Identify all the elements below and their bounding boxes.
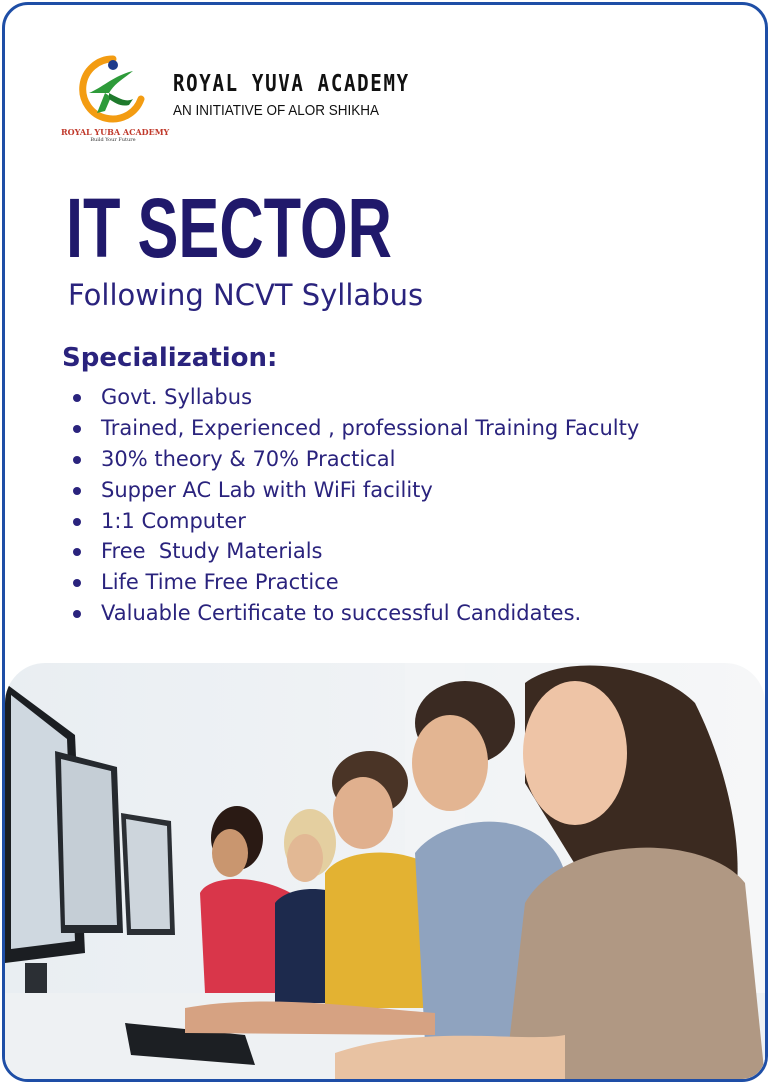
list-item-text: 30% theory & 70% Practical bbox=[101, 446, 396, 471]
bullet-icon bbox=[73, 394, 81, 402]
academy-logo bbox=[61, 53, 170, 149]
list-item-text: Trained, Experienced , professional Training Faculty bbox=[101, 415, 640, 440]
bullet-icon bbox=[73, 456, 81, 464]
list-item-text: Govt. Syllabus bbox=[101, 385, 253, 409]
running-figure-logo-icon bbox=[75, 53, 151, 125]
list-item-text: Free Study Materials bbox=[101, 539, 323, 564]
flyer-card bbox=[2, 2, 768, 1082]
list-item bbox=[71, 475, 639, 506]
bullet-icon bbox=[73, 487, 81, 495]
list-item bbox=[71, 567, 639, 598]
list-item bbox=[71, 444, 639, 475]
list-item bbox=[71, 536, 639, 567]
list-item-text: Life Time Free Practice bbox=[101, 570, 339, 595]
list-item bbox=[71, 413, 639, 444]
students-at-computers-photo bbox=[5, 663, 765, 1079]
page-title: IT SECTOR bbox=[66, 181, 392, 275]
list-item bbox=[71, 382, 639, 413]
list-item bbox=[71, 506, 639, 537]
specialization-heading: Specialization: bbox=[62, 343, 278, 373]
specialization-list bbox=[71, 382, 639, 629]
brand-subtitle: AN INITIATIVE OF ALOR SHIKHA bbox=[173, 102, 380, 119]
page-subtitle: Following NCVT Syllabus bbox=[68, 278, 424, 312]
brand-title: ROYAL YUVA ACADEMY bbox=[173, 71, 410, 97]
bullet-icon bbox=[73, 579, 81, 587]
bullet-icon bbox=[73, 518, 81, 526]
bullet-icon bbox=[73, 610, 81, 618]
bullet-icon bbox=[73, 425, 81, 433]
list-item-text: Valuable Certificate to successful Candidates. bbox=[101, 601, 582, 626]
logo-tagline: Build Your Future bbox=[90, 137, 136, 143]
list-item bbox=[71, 598, 639, 629]
list-item-text: Supper AC Lab with WiFi facility bbox=[101, 477, 433, 502]
list-item-text: 1:1 Computer bbox=[101, 508, 246, 533]
bullet-icon bbox=[73, 548, 81, 556]
logo-name: ROYAL YUBA ACADEMY bbox=[61, 127, 170, 137]
